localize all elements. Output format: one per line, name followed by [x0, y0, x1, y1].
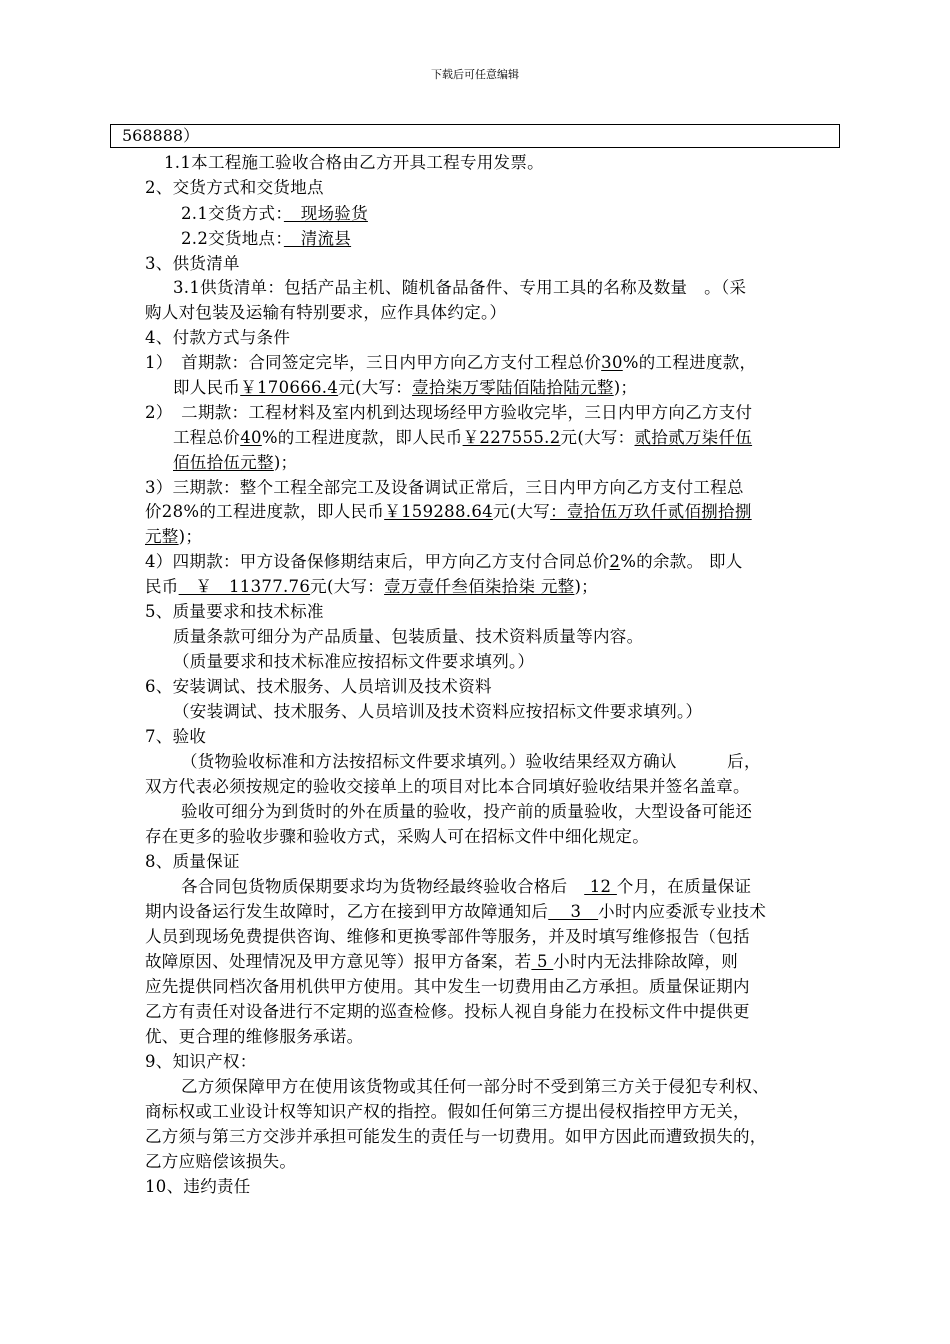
text-run: 2.1交货方式：	[181, 204, 284, 223]
text-run: 存在更多的验收步骤和验收方式，采购人可在招标文件中细化规定。	[145, 827, 649, 846]
text-line	[173, 378, 637, 398]
text-run: 价28%的工程进度款，即人民币	[145, 502, 385, 521]
text-line	[145, 977, 750, 997]
text-line	[145, 777, 750, 797]
underlined-field: 壹拾柒万零陆佰陆拾陆元整	[412, 378, 614, 397]
text-run: 个月，在质量保证	[616, 877, 752, 896]
text-run: 商标权或工业设计权等知识产权的指控。假如任何第三方提出侵权指控甲方无关，	[145, 1102, 750, 1121]
text-line	[181, 802, 752, 822]
text-run: )；	[574, 577, 598, 596]
text-run: 应先提供同档次备用机供甲方使用。其中发生一切费用由乙方承担。质量保证期内	[145, 977, 750, 996]
text-run: 小时内无法排除故障，则	[553, 952, 739, 971]
underlined-field: 40	[240, 428, 262, 447]
text-run: 6、安装调试、技术服务、人员培训及技术资料	[145, 677, 492, 696]
text-run: 各合同包货物质保期要求均为货物经最终验收合格后	[181, 877, 585, 896]
text-run: （货物验收标准和方法按招标文件要求填列。）验收结果经双方确认 后，	[181, 752, 761, 771]
text-run: 优、更合理的维修服务承诺。	[145, 1027, 364, 1046]
underlined-field: 12	[584, 877, 617, 896]
text-line	[145, 328, 290, 348]
text-run: )；	[178, 527, 203, 546]
text-line	[145, 353, 756, 373]
underlined-field: ：壹拾伍万玖仟贰佰捌拾捌	[550, 502, 752, 521]
text-run: 小时内应委派专业技术	[598, 902, 767, 921]
text-line	[145, 1102, 750, 1122]
underlined-field: ￥159288.64	[384, 502, 493, 521]
text-run: 即人民币	[173, 378, 241, 397]
underlined-field: 元整	[145, 527, 179, 546]
text-run: 1.1本工程施工验收合格由乙方开具工程专用发票。	[164, 153, 544, 172]
text-line	[145, 527, 202, 547]
text-run: 3.1供货清单：包括产品主机、随机备品备件、专用工具的名称及数量 。（采	[173, 278, 747, 297]
text-run: 乙方应赔偿该损失。	[145, 1152, 297, 1171]
text-run: 双方代表必须按规定的验收交接单上的项目对比本合同填好验收结果并签名盖章。	[145, 777, 750, 796]
top-table-cell	[110, 124, 840, 148]
text-line	[145, 1002, 750, 1022]
text-line	[145, 727, 206, 747]
text-line	[181, 877, 751, 897]
text-line	[181, 229, 351, 249]
text-run: %的工程进度款，即人民币	[261, 428, 463, 447]
text-run: 4）四期款：甲方设备保修期结束后，甲方向乙方支付合同总价	[145, 552, 610, 571]
text-run: 元(大写：	[338, 378, 413, 397]
text-line	[181, 752, 761, 772]
underlined-field: 佰伍拾伍元整	[173, 453, 274, 472]
text-line	[145, 502, 752, 522]
text-line	[145, 403, 752, 423]
underlined-field: ￥227555.2	[462, 428, 561, 447]
text-run: )；	[273, 453, 298, 472]
text-line	[173, 428, 752, 448]
text-line	[145, 303, 506, 323]
text-run: 元(大写：	[310, 577, 385, 596]
text-run: 质量条款可细分为产品质量、包装质量、技术资料质量等内容。	[173, 627, 644, 646]
underlined-field: 壹万壹仟叁佰柒拾柒 元整	[384, 577, 575, 596]
text-run: 5、质量要求和技术标准	[145, 602, 324, 621]
text-run: 购人对包装及运输有特别要求，应作具体约定。）	[145, 303, 507, 322]
text-line	[145, 602, 324, 622]
text-run: 3）三期款：整个工程全部完工及设备调试正常后，三日内甲方向乙方支付工程总	[145, 478, 744, 497]
text-run: %的余款。 即人	[620, 552, 743, 571]
text-run: 人员到现场免费提供咨询、维修和更换零部件等服务，并及时填写维修报告（包括	[145, 927, 750, 946]
text-line	[145, 1152, 296, 1172]
text-run: 9、知识产权：	[145, 1052, 257, 1071]
text-line	[145, 178, 324, 198]
text-run: 2.2交货地点：	[181, 229, 284, 248]
text-line	[145, 1052, 257, 1072]
text-line	[181, 1077, 769, 1097]
text-run: （安装调试、技术服务、人员培训及技术资料应按招标文件要求填列。）	[173, 702, 703, 721]
text-run: 民币	[145, 577, 179, 596]
underlined-field: 30	[601, 353, 623, 372]
text-line	[173, 652, 534, 672]
text-run: %的工程进度款，	[622, 353, 757, 372]
text-run: 3、供货清单	[145, 254, 240, 273]
text-line	[145, 552, 743, 572]
text-line	[145, 1027, 363, 1047]
page-header: 下载后可任意编辑	[431, 68, 519, 81]
text-line	[181, 204, 368, 224]
top-cell-text: 568888）	[122, 126, 200, 145]
text-run: 故障原因、处理情况及甲方意见等）报甲方备案，若	[145, 952, 532, 971]
text-line	[173, 278, 746, 298]
text-line	[145, 677, 492, 697]
text-line	[145, 254, 240, 274]
text-line	[145, 902, 766, 922]
text-line	[173, 453, 297, 473]
text-run: 工程总价	[173, 428, 241, 447]
underlined-field: ￥ 11377.76	[178, 577, 311, 596]
text-run: 乙方须保障甲方在使用该货物或其任何一部分时不受到第三方关于侵犯专利权、	[181, 1077, 769, 1096]
underlined-field: ￥170666.4	[240, 378, 339, 397]
text-line	[145, 1127, 767, 1147]
underlined-field: 贰拾贰万柒仟伍	[634, 428, 753, 447]
underlined-field: 清流县	[283, 229, 352, 248]
underlined-field: 3	[548, 902, 599, 921]
text-line	[145, 827, 649, 847]
text-line	[145, 852, 240, 872]
text-line	[173, 702, 702, 722]
text-line	[145, 952, 738, 972]
text-run: 4、付款方式与条件	[145, 328, 291, 347]
text-run: )；	[613, 378, 638, 397]
text-run: 7、验收	[145, 727, 207, 746]
text-run: 10、违约责任	[145, 1177, 251, 1196]
text-run: 2、交货方式和交货地点	[145, 178, 324, 197]
text-line	[145, 577, 598, 597]
underlined-field: 2	[609, 552, 621, 571]
text-run: 乙方有责任对设备进行不定期的巡查检修。投标人视自身能力在投标文件中提供更	[145, 1002, 750, 1021]
text-run: 2） 二期款：工程材料及室内机到达现场经甲方验收完毕，三日内甲方向乙方支付	[145, 403, 753, 422]
text-line	[145, 1177, 251, 1197]
text-run: 验收可细分为到货时的外在质量的验收，投产前的质量验收，大型设备可能还	[181, 802, 753, 821]
underlined-field: 5	[531, 952, 554, 971]
text-run: （质量要求和技术标准应按招标文件要求填列。）	[173, 652, 535, 671]
text-line	[164, 153, 544, 173]
text-run: 元(大写：	[560, 428, 635, 447]
text-line	[145, 927, 750, 947]
text-run: 8、质量保证	[145, 852, 240, 871]
text-run: 乙方须与第三方交涉并承担可能发生的责任与一切费用。如甲方因此而遭致损失的，	[145, 1127, 767, 1146]
text-line	[145, 478, 744, 498]
text-line	[173, 627, 643, 647]
text-run: 期内设备运行发生故障时，乙方在接到甲方故障通知后	[145, 902, 549, 921]
text-run: 元(大写	[492, 502, 551, 521]
underlined-field: 现场验货	[283, 204, 368, 223]
text-run: 1） 首期款：合同签定完毕，三日内甲方向乙方支付工程总价	[145, 353, 602, 372]
